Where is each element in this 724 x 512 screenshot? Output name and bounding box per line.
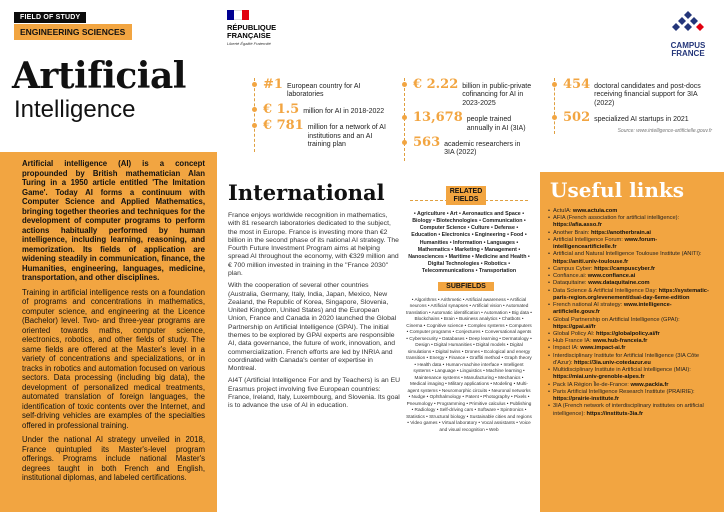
link-item[interactable] [548,331,718,338]
intro-column [0,152,217,512]
stat-value: 13,678 [413,110,463,126]
link-url[interactable]: https://anotherbrain.ai [590,229,651,236]
link-url[interactable]: https://aniti.univ-toulouse.fr [553,258,629,265]
stat-text: million for AI in 2018-2022 [303,107,385,115]
stats-group-1 [254,78,392,152]
link-url[interactable]: https://3ia.univ-cotedazur.eu [574,359,651,366]
link-label: Another Brain: [553,229,591,236]
link-url[interactable]: https://afia.asso.fr [553,222,602,229]
link-item[interactable] [548,251,718,265]
link-label: Artificial Intelligence Forum: [553,236,625,243]
field-name-tag: ENGINEERING SCIENCES [14,24,132,40]
international-column [228,212,400,414]
link-label: 3IA (French network of interdisciplinary institutes on artificial intelligence): [553,403,704,417]
link-item[interactable] [548,403,718,417]
related-fields-list: • Agriculture • Art • Aeronautics and Space • Biology • Biotechnologies • Communication • Computer Science • Culture • Defense • Education • Electronics • Engineering • Food • Humanities • Information • Languages • Mathematics • Marketing • Management • Nanosciences • Maritime • Medicine and Health • Digital Technologies • Robotics • Telecommunications • Transportation [408,211,530,275]
link-item[interactable] [548,338,718,345]
international-paragraph: France enjoys worldwide recognition in mathematics, with 81 research laboratories dedicated to the subject, the most in Europe. France is investing more than €2 billion in the second phase of its national AI strategy. The Fourth Future Investment Program aims at helping spread AI throughout the economy, with €329 million and € 700 million invested in training in the "France 2030" plan. [228,212,399,277]
link-url[interactable]: https://gpai.ai/fr [553,323,596,330]
stat-text: billion in public-private cofinancing for AI in 2023-2025 [462,83,532,107]
training-paragraph: Training in artificial intelligence rests on a foundation of programs and concentrations in mathematics, computer science, and engineering at the Licence (Bachelor) level. Two- and three-year programs are oriented towards maths, computer science, electronics, robotics, and other fields of study. The same fields are offered at the Master's level in a variety of concentrations and specializations, or in tracks in robotics and automation focused on various sectors. Data processing (including big data), the development of personalized medical treatments, automated translation of foreign languages, the identification of toxic contents over the Internet, and self-driving vehicles are examples of the specialties offered in professional training. [22,287,205,430]
campus-france-name: CAMPUS FRANCE [670,41,706,59]
campus-france-logo [662,10,714,59]
link-label: Paris Artificial Intelligence Research Institute (PRAIRIE): [553,388,695,395]
related-fields-heading: RELATED FIELDS [446,186,486,205]
stat-text: specialized AI startups in 2021 [594,116,689,124]
link-label: Dataquitaine: [553,280,589,287]
stat-item [563,78,712,108]
stat-item [413,111,532,133]
subfields-heading: SUBFIELDS [438,282,494,291]
international-paragraph: AI4T (Artificial Intelligence For and by Teachers) is an EU Erasmus project involving five European countries: France, Ireland, Italy, Luxembourg, and Slovenia. Its goal is to advance the use of AI in education. [228,377,401,410]
link-url[interactable]: www.packia.fr [630,381,669,388]
link-label: French national AI strategy: [553,302,624,309]
stat-item [263,78,392,100]
link-label: Artificial and Natural Intelligence Toulouse Institute (ANITI): [553,251,702,258]
stat-item [263,103,392,116]
link-label: Hub France IA: [553,338,593,345]
stat-value: 454 [563,77,591,92]
link-label: Data Science & Artificial Intelligence Day: [553,287,659,294]
republique-motto: Liberté Égalité Fraternité [227,40,271,46]
link-url[interactable]: https://globalpolicy.ai/fr [596,330,660,337]
page-title: Artificial [12,55,186,97]
link-url[interactable]: https://campuscyber.fr [594,265,656,272]
link-url[interactable]: www.forum-intelligenceartificielle.fr [553,236,658,251]
stats-source: Source: www.intelligence-artificielle.gouv.fr [617,127,712,134]
stat-text: million for a network of AI institutions and an AI training plan [307,124,386,148]
link-item[interactable] [548,230,718,237]
stat-value: € 1.5 [263,101,300,117]
link-item[interactable] [548,317,718,331]
link-label: Impact IA: [553,345,581,352]
link-url[interactable]: www.dataquitaine.com [588,280,650,287]
international-heading: International [228,180,385,205]
international-paragraph: With the cooperation of several other countries (Australia, Germany, Italy, India, Japan, Mexico, New Zealand, the Republic of Korea, Singapore, Slovenia, United Kingdom, United States) and the European Union, France and Canada in 2020 launched the Global Partnership on Artificial Intelligence (GPAI). The initial themes to be explored by GPAI experts are responsible AI, data governance, the future of work, innovation, and commercialization. French efforts are led by INRIA and coordinated with Canada's center of expertise in Montreal. [228,282,397,373]
link-item[interactable] [548,367,718,381]
stats-group-3 [554,78,712,134]
stat-value: #1 [263,77,283,92]
link-item[interactable] [548,353,718,367]
stat-value: 563 [413,134,441,150]
link-label: Global Policy AI: [553,330,596,337]
link-label: Campus Cyber: [553,265,595,272]
stat-text: European country for AI laboratories [286,83,361,99]
useful-links-column [540,172,724,512]
link-label: AFIA (French association for artificial intelligence): [553,215,680,222]
french-flag-icon [227,10,249,20]
link-url[interactable]: https://miai.univ-grenoble-alpes.fr [553,374,645,381]
link-url[interactable]: https://instituts-3ia.fr [586,410,644,417]
page-subtitle: Intelligence [14,96,136,123]
link-url[interactable]: www.actuia.com [572,208,618,214]
link-item[interactable] [548,345,718,352]
useful-links-heading: Useful links [550,178,684,202]
link-label: Confiance.ai: [553,273,588,280]
link-item[interactable] [548,215,718,229]
link-item[interactable] [548,208,718,215]
link-label: Pack IA Région Île-de-France: [553,381,631,388]
link-item[interactable] [548,302,718,316]
link-item[interactable] [548,382,718,389]
link-url[interactable]: www.intelligence-artificielle.gouv.fr [553,302,672,316]
subfields-list: • Algorithms • Arithmetic • Artificial awareness • Artificial neurons • Artificial synapses • Artificial vision • Automated translation • Automatic identification • Automation • Big data • Blockchains • Brain • Business analytics • Chatbots • Cinema • Cognitive science • Complex systems • Computers • Computer programs • Conjectures • Conversational agents • Cybersecurity • Databases • Deep learning • Dermatology • Design • Digital Humanities • Digital models • Digital simulations • Digital twins • Drones • Ecological and energy transition • Energy • Finance • Graffiti method • Graph theory • Health data • Human-machine interface • Intelligent systems • Language • Linguistics • Machine learning • Maintenance systems • Manufacturing • Mechanics • Medical imaging • Military applications • Modeling • Multi-agent systems • Neuromorphic circuits • Neuronal networks • Nudge • Ophthalmology • Patent • Photography • Pixels • Pneumology • Programming • Primitive calculus • Publishing • Radiology • Self-driving cars • Software • Spintronics • Statistics • Structural biology • Sustainable cities and regions • Video games • Virtual laboratory • Vocal assistants • Voice and visual recognition • Web [406,297,532,432]
useful-links-list [548,208,718,418]
stat-value: € 781 [263,118,304,134]
link-label: Multidisciplinary Institute in Artificial Intelligence (MIAI): [553,367,691,374]
stat-text: people trained annually in AI (3IA) [466,116,526,132]
link-url[interactable]: https://systematic-paris-region.org/evenement/dsai-day-6eme-edition [553,287,709,301]
intro-paragraph: Artificial intelligence (AI) is a concept propounded by British mathematician Alan Turing in a 1950 article entitled 'The Imitation Game'. Today AI forms a continuum with Computer Science and Applied Mathematics, bringing together theories and techniques for the development of computer programs to perform actions habitually performed by human intelligence, including learning, reasoning, and memorization. Its fields of application are widening steadily in communication, finance, the Humanities, engineering, languages, medicine, transportation, and other disciplines. [22,159,205,282]
link-item[interactable] [548,280,718,287]
stat-value: 502 [563,110,591,126]
link-item[interactable] [548,389,718,403]
link-item[interactable] [548,237,718,251]
strategy-paragraph: Under the national AI strategy unveiled in 2018, France quintupled its Master's-level program offerings. Programs include national Master's degrees taught in both French and English, institutional diplomas, and labeled certifications. [22,435,205,482]
link-url[interactable]: https://prairie-institute.fr [553,396,620,403]
stat-item [263,119,392,149]
stat-item [563,111,712,124]
link-url[interactable]: www.hub-franceia.fr [592,338,648,345]
link-url[interactable]: www.confiance.ai [587,273,636,280]
campus-france-mark-icon [671,10,705,34]
link-url[interactable]: www.impact-ai.fr [580,345,626,352]
link-label: Global Partnership on Artificial Intelligence (GPAI): [553,316,680,323]
stat-item [413,136,532,158]
stats-group-2 [404,78,532,161]
link-item[interactable] [548,266,718,273]
republique-francaise-logo [227,10,297,46]
stat-text: doctoral candidates and post-docs receiving financial support for 3IA (2022) [594,83,701,107]
republique-name: RÉPUBLIQUE FRANÇAISE [227,23,277,40]
stat-value: € 2.22 [413,77,459,92]
field-of-study-tag: FIELD OF STUDY [14,12,86,23]
link-label: ActuIA: [553,208,573,214]
link-label: Interdisciplinary Institute for Artificial Intelligence (3IA Côte d'Azur): [553,352,700,366]
link-item[interactable] [548,288,718,302]
link-item[interactable] [548,273,718,280]
stat-item [413,78,532,108]
stat-text: academic researchers in 3IA (2022) [444,140,521,157]
